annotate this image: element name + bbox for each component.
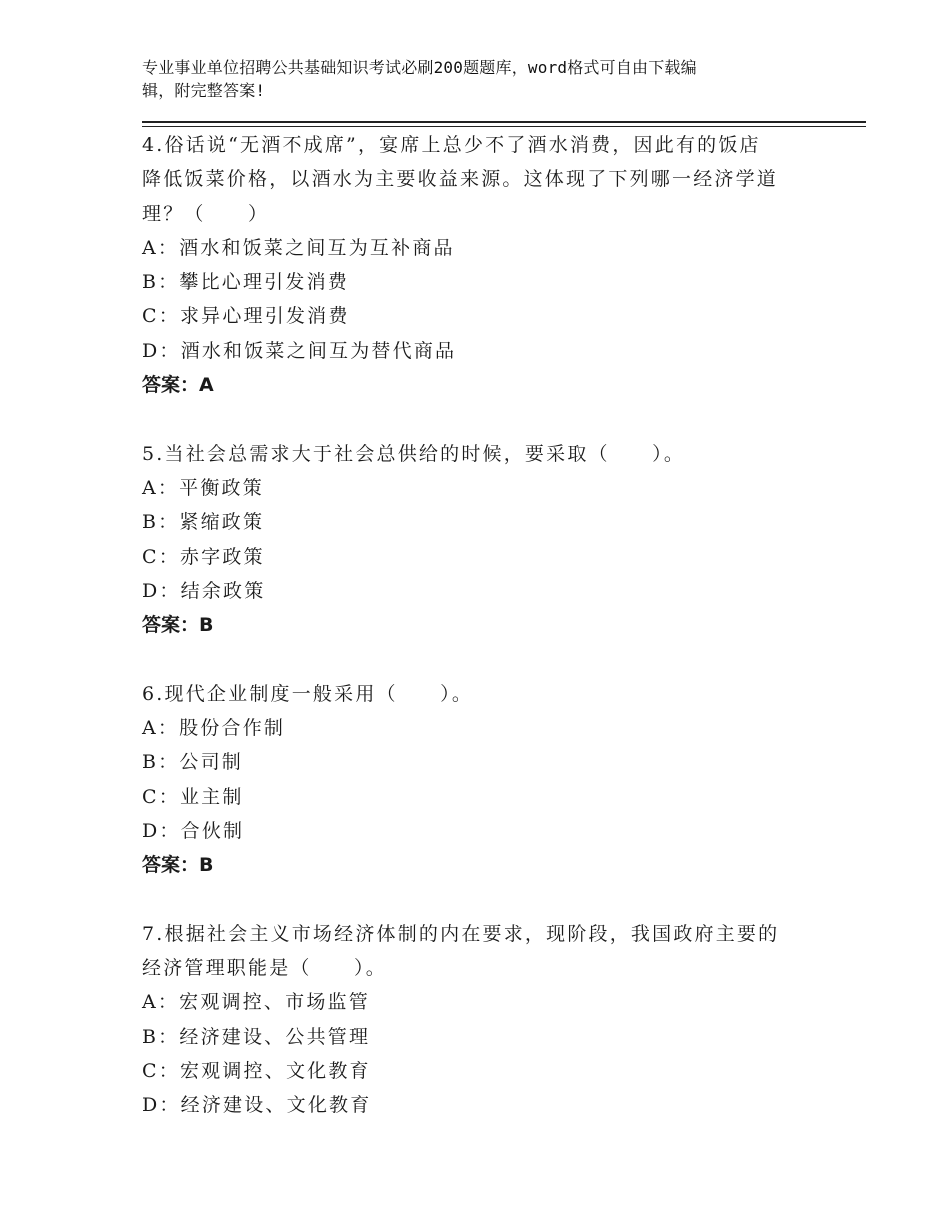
answer-label: 答案：B — [142, 614, 214, 637]
header-line-1: 专业事业单位招聘公共基础知识考试必刷200题题库，word格式可自由下载编 — [142, 58, 697, 77]
answer-label: 答案：A — [142, 374, 214, 397]
option-a: A：酒水和饭菜之间互为互补商品 — [142, 236, 455, 259]
question-stem-line: 理？（ ） — [142, 202, 270, 225]
option-c: C：业主制 — [142, 785, 244, 808]
question-stem-line: 6.现代企业制度一般采用（ ）。 — [142, 682, 474, 705]
question-spacer — [142, 642, 822, 676]
option-b: B：经济建设、公共管理 — [142, 1025, 371, 1048]
question-list — [142, 128, 822, 1123]
option-b: B：公司制 — [142, 751, 243, 774]
question-stem-line: 经济管理职能是（ ）。 — [142, 957, 387, 980]
option-b: B：紧缩政策 — [142, 511, 265, 534]
option-c: C：宏观调控、文化教育 — [142, 1060, 371, 1083]
question-5 — [142, 437, 822, 643]
question-stem-line: 降低饭菜价格，以酒水为主要收益来源。这体现了下列哪一经济学道 — [142, 168, 779, 191]
option-c: C：求异心理引发消费 — [142, 305, 350, 328]
option-a: A：宏观调控、市场监管 — [142, 991, 370, 1014]
option-d: D：酒水和饭菜之间互为替代商品 — [142, 339, 457, 362]
option-a: A：平衡政策 — [142, 476, 264, 499]
answer-label: 答案：B — [142, 854, 214, 877]
option-d: D：合伙制 — [142, 819, 245, 842]
document-header — [142, 56, 792, 102]
question-6 — [142, 677, 822, 883]
header-line-2: 辑，附完整答案! — [142, 81, 266, 100]
option-b: B：攀比心理引发消费 — [142, 271, 349, 294]
question-4 — [142, 128, 822, 402]
option-d: D：结余政策 — [142, 579, 266, 602]
question-stem-line: 4.俗话说“无酒不成席”，宴席上总少不了酒水消费，因此有的饭店 — [142, 134, 761, 156]
question-7 — [142, 917, 822, 1123]
question-stem-line: 7.根据社会主义市场经济体制的内在要求，现阶段，我国政府主要的 — [142, 922, 780, 945]
option-a: A：股份合作制 — [142, 717, 286, 740]
header-divider-thin — [142, 126, 866, 127]
question-spacer — [142, 402, 822, 436]
option-c: C：赤字政策 — [142, 545, 265, 568]
question-stem-line: 5.当社会总需求大于社会总供给的时候，要采取（ ）。 — [142, 442, 686, 465]
header-divider-thick — [142, 121, 866, 123]
option-d: D：经济建设、文化教育 — [142, 1094, 372, 1117]
question-spacer — [142, 883, 822, 917]
